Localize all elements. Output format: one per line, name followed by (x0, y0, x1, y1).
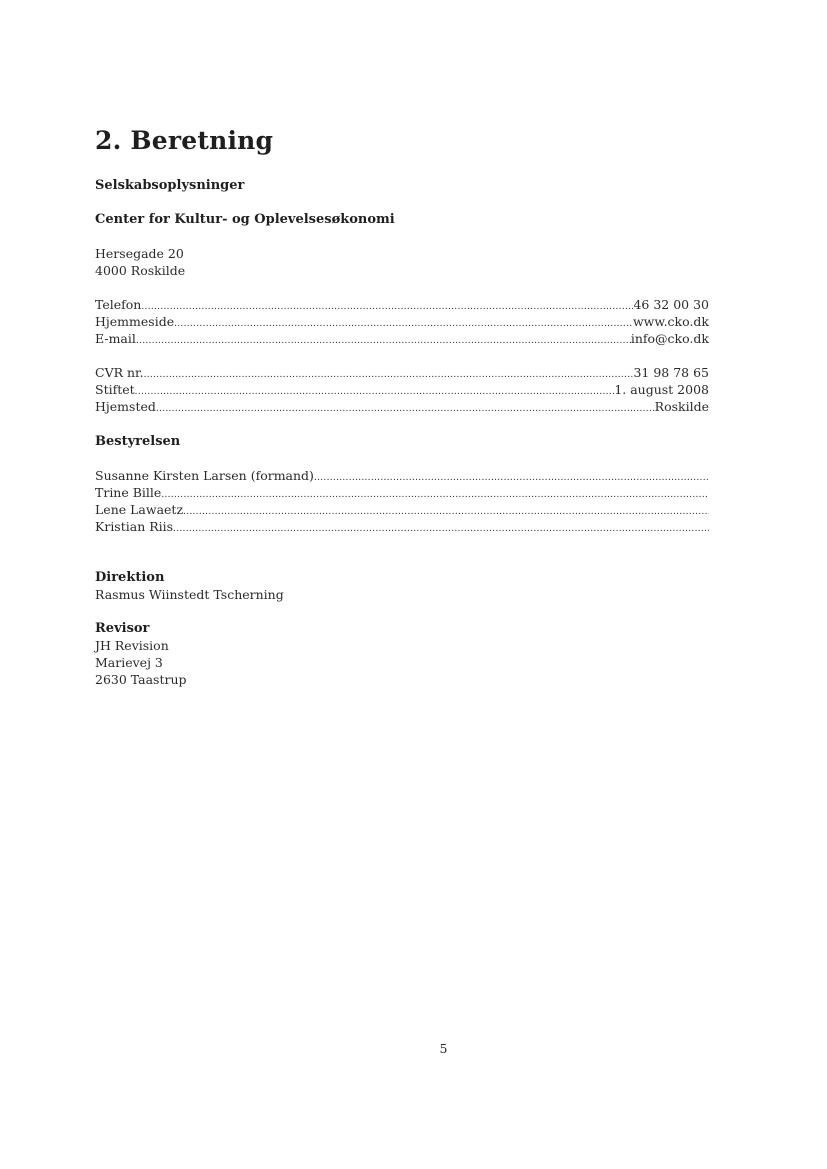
contact-list (95, 296, 709, 347)
page-content (95, 126, 709, 688)
board-member-name: Kristian Riis (95, 519, 174, 534)
registration-row-cvr (95, 364, 709, 381)
management-name: Rasmus Wiinstedt Tscherning (95, 587, 284, 602)
page-number: 5 (439, 1041, 448, 1056)
registration-row-hjemsted (95, 398, 709, 415)
contact-row-telefon (95, 296, 709, 313)
dot-leader (141, 296, 633, 313)
company-info-title: Selskabsoplysninger (95, 178, 245, 193)
management-title: Direktion (95, 570, 165, 585)
board-member-name: Susanne Kirsten Larsen (formand) (95, 468, 314, 483)
registration-value: 1. august 2008 (614, 382, 709, 397)
dot-leader (183, 501, 709, 518)
dot-leader (144, 364, 634, 381)
dot-leader (161, 484, 709, 501)
registration-row-stiftet (95, 381, 709, 398)
board-member-name: Lene Lawaetz (95, 502, 184, 517)
dot-leader (314, 467, 709, 484)
board-member-row (95, 484, 709, 501)
board-member-row (95, 467, 709, 484)
page-heading: 2. Beretning (95, 126, 274, 155)
contact-value: info@cko.dk (630, 331, 709, 346)
registration-value: 31 98 78 65 (633, 365, 709, 380)
contact-value: 46 32 00 30 (633, 297, 709, 312)
board-member-row (95, 501, 709, 518)
company-name: Center for Kultur- og Oplevelsesøkonomi (95, 212, 395, 227)
contact-label: Hjemmeside (95, 314, 175, 329)
registration-label: Hjemsted (95, 399, 156, 414)
board-member-name: Trine Bille (95, 485, 162, 500)
contact-row-email (95, 330, 709, 347)
auditor-address-line-2: 2630 Taastrup (95, 672, 187, 687)
contact-label: E-mail (95, 331, 136, 346)
auditor-title: Revisor (95, 621, 150, 636)
dot-leader (156, 398, 655, 415)
contact-row-hjemmeside (95, 313, 709, 330)
registration-value: Roskilde (654, 399, 709, 414)
dot-leader (173, 518, 709, 535)
board-title: Bestyrelsen (95, 434, 181, 449)
auditor-name: JH Revision (95, 638, 169, 653)
registration-label: Stiftet (95, 382, 135, 397)
dot-leader (136, 330, 631, 347)
board-member-row (95, 518, 709, 535)
address-line-1: Hersegade 20 (95, 246, 184, 261)
contact-label: Telefon (95, 297, 142, 312)
address-line-2: 4000 Roskilde (95, 263, 186, 278)
registration-label: CVR nr. (95, 365, 144, 380)
auditor-address-line-1: Marievej 3 (95, 655, 163, 670)
dot-leader (135, 381, 615, 398)
registration-list (95, 364, 709, 415)
board-member-list (95, 467, 709, 535)
dot-leader (174, 313, 633, 330)
contact-value: www.cko.dk (632, 314, 709, 329)
